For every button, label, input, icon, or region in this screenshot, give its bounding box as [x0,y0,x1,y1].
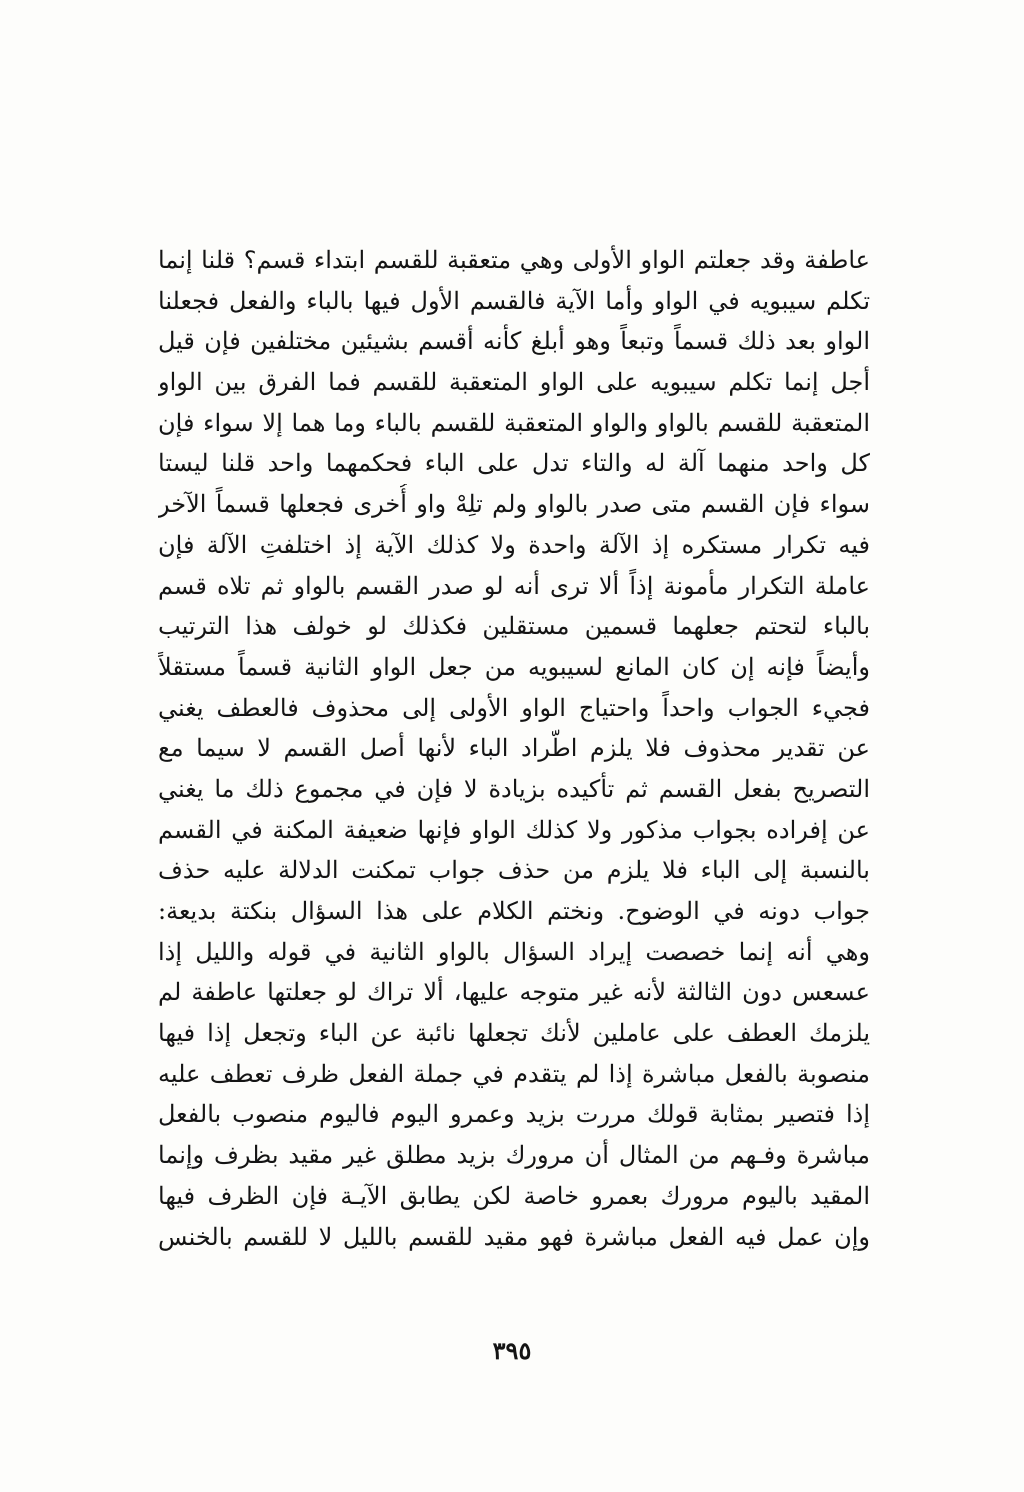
text-line: يلزمك العطف على عاملين لأنك تجعلها نائبة عن الباء وتجعل إذا فيها [158,1019,870,1048]
text-line: بالنسبة إلى الباء فلا يلزم من حذف جواب تمكنت الدلالة عليه حذف [158,856,870,885]
text-line: كل واحد منهما آلة له والتاء تدل على الباء فحكمهما واحد قلنا ليستا [158,449,870,478]
text-line: مباشرة وفـهم من المثال أن مرورك بزيد مطلق غير مقيد بظرف وإنما [158,1141,870,1170]
text-line: سواء فإن القسم متى صدر بالواو ولم تلِهْ واو أُخرى فجعلها قسماً الآخر [158,490,870,519]
text-line: أجل إنما تكلم سيبويه على الواو المتعقبة للقسم فما الفرق بين الواو [158,368,870,397]
text-line: وإن عمل فيه الفعل مباشرة فهو مقيد للقسم بالليل لا للقسم بالخنس [158,1222,870,1251]
body-text [158,240,870,1257]
text-line: تكلم سيبويه في الواو وأما الآية فالقسم الأول فيها بالباء والفعل فجعلنا [158,286,870,315]
text-line: عاطفة وقد جعلتم الواو الأولى وهي متعقبة للقسم ابتداء قسم؟ قلنا إنما [158,246,870,274]
text-line: منصوبة بالفعل مباشرة إذا لم يتقدم في جملة الفعل ظرف تعطف عليه [158,1059,870,1088]
text-line: التصريح بفعل القسم ثم تأكيده بزيادة لا فإن في مجموع ذلك ما يغني [158,774,870,803]
text-line: فيه تكرار مستكره إذ الآلة واحدة ولا كذلك الآية إذ اختلفتِ الآلة فإن [158,530,870,559]
text-line: الواو بعد ذلك قسماً وتبعاً وهو أبلغ كأنه أقسم بشيئين مختلفين فإن قيل [158,327,870,356]
text-line: عن تقدير محذوف فلا يلزم اطّراد الباء لأنها أصل القسم لا سيما مع [158,734,870,763]
text-line: فجيء الجواب واحداً واحتياج الواو الأولى إلى محذوف فالعطف يغني [158,693,870,722]
text-line: إذا فتصير بمثابة قولك مررت بزيد وعمرو اليوم فاليوم منصوب بالفعل [158,1100,870,1129]
text-line: وهي أنه إنما خصصت إيراد السؤال بالواو الثانية في قوله والليل إذا [158,937,870,966]
text-line: عاملة التكرار مأمونة إذاً ألا ترى أنه لو صدر القسم بالواو ثم تلاه قسم [158,571,870,600]
text-line: وأيضاً فإنه إن كان المانع لسيبويه من جعل الواو الثانية قسماً مستقلاً [158,652,870,681]
text-line: بالباء لتحتم جعلهما قسمين مستقلين فكذلك لو خولف هذا الترتيب [158,612,870,641]
text-line: المتعقبة للقسم بالواو والواو المتعقبة للقسم بالباء وما هما إلا سواء فإن [158,408,870,437]
page-number: ٣٩٥ [492,1336,532,1365]
text-line: المقيد باليوم مرورك بعمرو خاصة لكن يطابق الآيـة فإن الظرف فيها [158,1181,870,1210]
text-line: جواب دونه في الوضوح. ونختم الكلام على هذا السؤال بنكتة بديعة: [158,897,870,925]
text-line: عن إفراده بجواب مذكور ولا كذلك الواو فإنها ضعيفة المكنة في القسم [158,815,870,844]
text-line: عسعس دون الثالثة لأنه غير متوجه عليها، ألا تراك لو جعلتها عاطفة لم [158,978,870,1007]
